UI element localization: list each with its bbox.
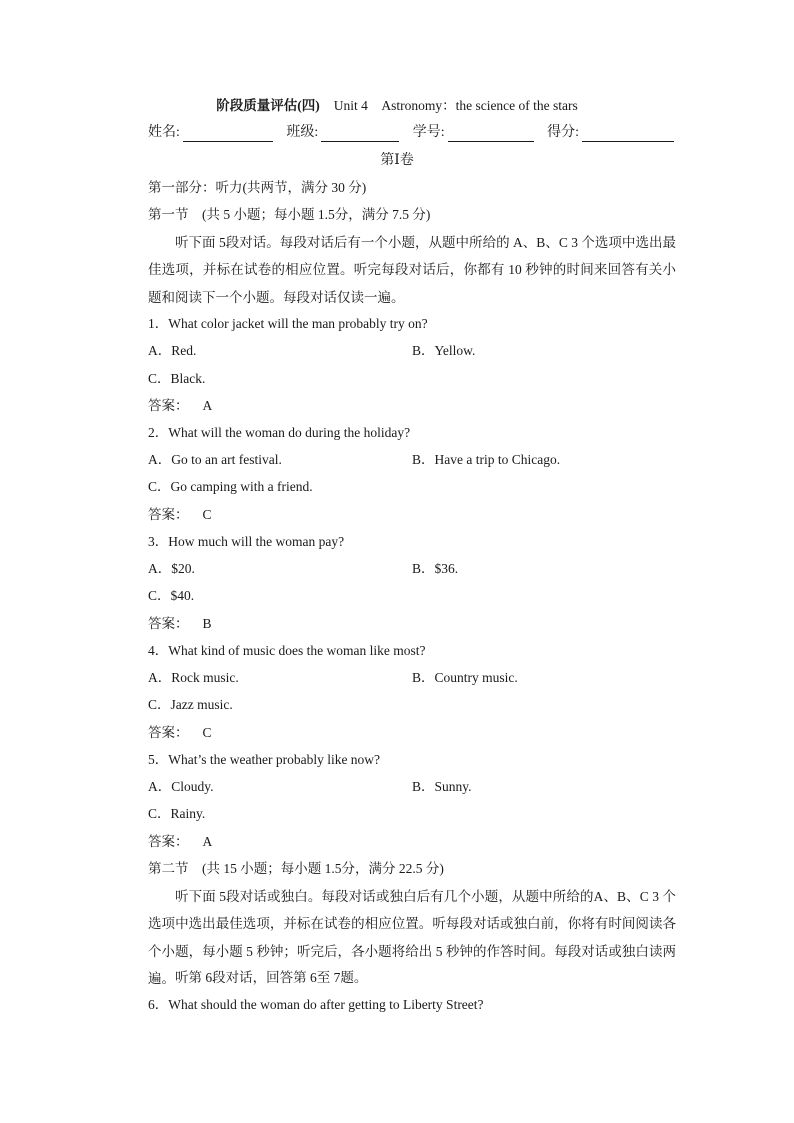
question-4: 4．What kind of music does the woman like most? xyxy=(148,643,426,658)
score-label: 得分: xyxy=(547,125,579,140)
class-field[interactable] xyxy=(286,124,399,142)
option-5a[interactable]: A．Cloudy. xyxy=(148,779,214,794)
option-2c[interactable]: C．Go camping with a friend. xyxy=(148,479,313,494)
score-blank[interactable] xyxy=(582,127,674,142)
section2-instruction: 听下面 5段对话或独白。每段对话或独白后有几个小题，从题中所给的A、B、C 3 个选项中选出最佳选项，并标在试卷的相应位置。听每段对话或独白前，你将有时间阅读各个小题，每小题 5 秒钟；听完后，各小题将给出 5 秒钟的作答时间。每段对话或独白读两遍。 xyxy=(148,889,676,986)
option-4b[interactable]: B．Country music. xyxy=(412,670,518,685)
question-1: 1．What color jacket will the man probably try on? xyxy=(148,316,428,331)
name-field[interactable] xyxy=(148,124,273,142)
answer-value: B xyxy=(202,616,212,631)
number-blank[interactable] xyxy=(448,127,534,142)
class-blank[interactable] xyxy=(321,127,399,142)
section1-instruction: 听下面 5段对话。每段对话后有一个小题，从题中所给的 A、B、C 3 个选项中选出最佳选项，并标在试卷的相应位置。听完每段对话后，你都有 10 秒钟的时间来回答有关小题和阅读下一个小题。每段对话仅读一遍。 xyxy=(148,235,676,305)
answer-3 xyxy=(148,615,212,633)
section2-heading: 第二节 (共 15 小题；每小题 1.5分，满分 22.5 分) xyxy=(148,861,444,876)
answer-value: C xyxy=(202,725,212,740)
answer-value: C xyxy=(202,507,212,522)
name-blank[interactable] xyxy=(183,127,273,142)
answer-label: 答案： xyxy=(148,507,189,522)
title-english: Unit 4 Astronomy：the science of the stars xyxy=(333,98,578,113)
answer-label: 答案： xyxy=(148,725,189,740)
question-2: 2．What will the woman do during the holiday? xyxy=(148,425,411,440)
option-3b[interactable]: B．$36. xyxy=(412,561,459,576)
part1-heading: 第一部分：听力(共两节，满分 30 分) xyxy=(148,180,367,195)
answer-2 xyxy=(148,506,212,524)
option-5c[interactable]: C．Rainy. xyxy=(148,806,206,821)
student-info-row xyxy=(148,124,674,142)
answer-5 xyxy=(148,833,212,851)
volume-heading: 第Ⅰ卷 xyxy=(380,153,414,168)
question-6: 6．What should the woman do after getting to Liberty Street? xyxy=(148,997,484,1012)
answer-label: 答案： xyxy=(148,616,189,631)
number-label: 学号: xyxy=(412,125,445,140)
option-2a[interactable]: A．Go to an art festival. xyxy=(148,452,282,467)
option-3c[interactable]: C．$40. xyxy=(148,588,195,603)
number-field[interactable] xyxy=(413,124,534,142)
option-1b[interactable]: B．Yellow. xyxy=(412,343,476,358)
class-label: 班级: xyxy=(286,125,319,140)
option-1a[interactable]: A．Red. xyxy=(148,343,197,358)
answer-value: A xyxy=(202,834,213,849)
option-2b[interactable]: B．Have a trip to Chicago. xyxy=(412,452,561,467)
title-chinese: 阶段质量评估(四) xyxy=(216,98,320,113)
name-label: 姓名: xyxy=(148,125,180,140)
option-5b[interactable]: B．Sunny. xyxy=(412,779,472,794)
dialog-6-intro: 听第 6段对话，回答第 6至 7题。 xyxy=(175,970,368,985)
answer-value: A xyxy=(202,398,213,413)
question-5: 5．What’s the weather probably like now? xyxy=(148,752,381,767)
section1-heading: 第一节 (共 5 小题；每小题 1.5分，满分 7.5 分) xyxy=(148,207,431,222)
answer-label: 答案： xyxy=(148,834,189,849)
score-field[interactable] xyxy=(547,124,674,142)
option-3a[interactable]: A．$20. xyxy=(148,561,195,576)
answer-1 xyxy=(148,397,212,415)
answer-4 xyxy=(148,724,212,742)
question-3: 3．How much will the woman pay? xyxy=(148,534,345,549)
exam-title xyxy=(0,97,794,115)
option-4c[interactable]: C．Jazz music. xyxy=(148,697,233,712)
option-1c[interactable]: C．Black. xyxy=(148,371,206,386)
option-4a[interactable]: A．Rock music. xyxy=(148,670,239,685)
answer-label: 答案： xyxy=(148,398,189,413)
